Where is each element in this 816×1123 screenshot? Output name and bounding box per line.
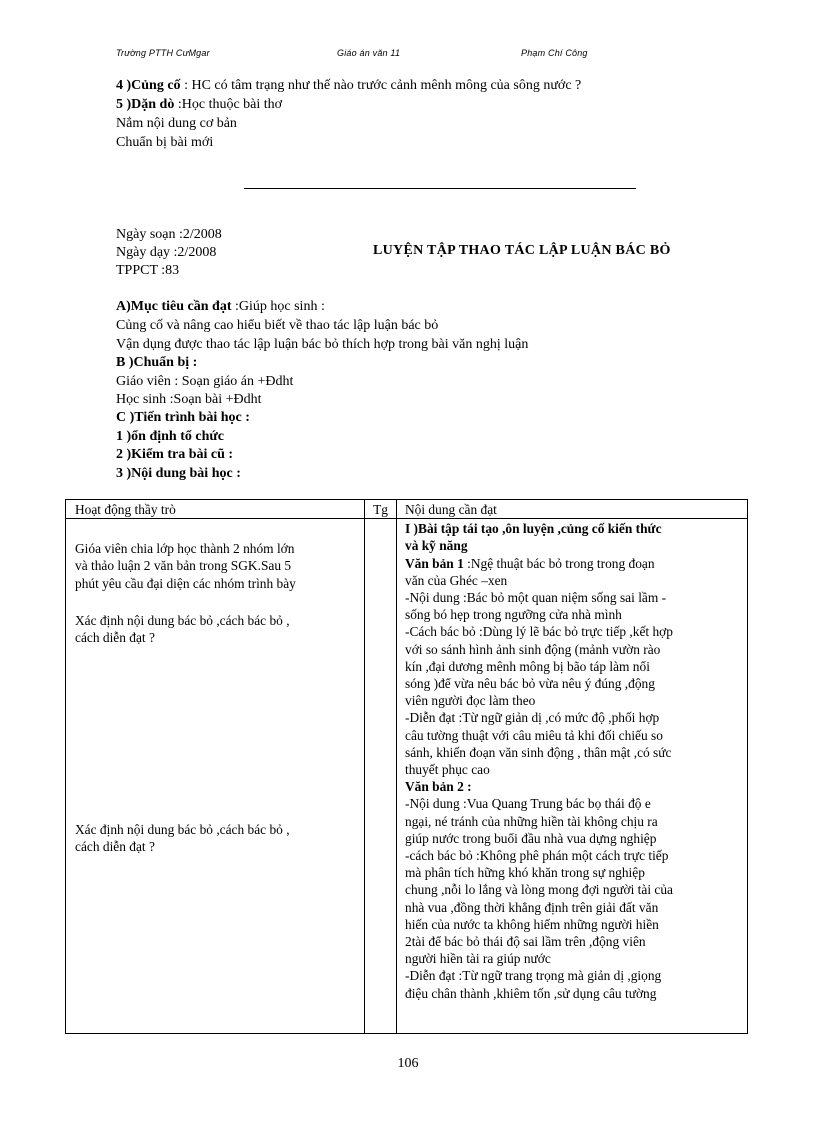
- vb2-l10: người hiền tài ra giúp nước: [405, 951, 551, 967]
- table-row: [66, 519, 748, 1034]
- tien-trinh-2: 2 )Kiểm tra bài cũ :: [116, 447, 234, 462]
- left-p3-l1: Xác định nội dung bác bỏ ,cách bác bỏ ,: [75, 822, 290, 838]
- tien-trinh-3: 3 )Nội dung bài học :: [116, 466, 241, 481]
- vb2-l6: chung ,nỗi lo lắng và lòng mong đợi người tài của: [405, 882, 673, 898]
- cung-co-line: [116, 77, 581, 95]
- ngay-soan: Ngày soạn :2/2008: [116, 227, 222, 242]
- vb2-l7: nhà vua ,đồng thời khẳng định trên giải đất văn: [405, 899, 659, 915]
- header-school: Trường PTTH CưMgar: [116, 48, 210, 58]
- header-tg: Tg: [373, 502, 388, 517]
- left-p2-l1: Xác định nội dung bác bỏ ,cách bác bỏ ,: [75, 612, 290, 628]
- header-teacher: Phạm Chí Công: [521, 48, 588, 58]
- muc-tieu-label: A)Mục tiêu cần đạt: [116, 299, 232, 314]
- vb1-l5: -Cách bác bỏ :Dùng lý lẽ bác bỏ trực tiếp ,kết hợp: [405, 624, 673, 640]
- left-p2-l2: cách diễn đạt ?: [75, 630, 155, 646]
- cung-co-label: 4 )Củng cố: [116, 78, 181, 93]
- vb2-l4: -cách bác bỏ :Không phê phán một cách trực tiếp: [405, 848, 669, 864]
- muc-tieu-text: :Giúp học sinh :: [231, 299, 325, 314]
- tien-trinh-1: 1 )ổn định tổ chức: [116, 429, 224, 444]
- vb1-l7: kín ,đại dương mênh mông bị bão táp làm nổi: [405, 658, 650, 674]
- lesson-table: [65, 499, 748, 1034]
- vb1-l11: câu tường thuật với câu miêu tả khi đối chiếu so: [405, 727, 663, 743]
- lesson-title: LUYỆN TẬP THAO TÁC LẬP LUẬN BÁC BỎ: [373, 243, 671, 258]
- divider-rule: [244, 188, 636, 189]
- header-noi-dung: Nội dung cần đạt: [405, 502, 497, 517]
- chuan-bi-bai-moi: Chuẩn bị bài mới: [116, 135, 214, 150]
- vb2-l9: 2tài để bác bỏ thái độ sai lầm trên ,động viên: [405, 934, 646, 950]
- vb1-l8: sóng )để vừa nêu bác bỏ vừa nêu ý đúng ,động: [405, 676, 655, 692]
- vb1-l3: -Nội dung :Bác bỏ một quan niệm sống sai lầm -: [405, 590, 667, 606]
- cung-co-text: : HC có tâm trạng như thế nào trước cảnh mênh mông của sông nước ?: [180, 78, 582, 93]
- nam-noi-dung: Nắm nội dung cơ bản: [116, 116, 237, 131]
- tien-trinh-heading: C )Tiến trình bài học :: [116, 410, 250, 425]
- left-p1-l2: và thảo luận 2 văn bản trong SGK.Sau 5: [75, 558, 292, 574]
- vb2-l3: giúp nước trong buổi đầu nhà vua dựng nghiệp: [405, 830, 657, 846]
- muc-tieu-2: Vận dụng được thao tác lập luận bác bỏ thích hợp trong bài văn nghị luận: [116, 337, 529, 352]
- left-p1-l3: phút yêu cầu đại diện các nhóm trình bày: [75, 575, 296, 591]
- muc-tieu-1: Củng cố và nâng cao hiểu biết về thao tác lập luận bác bỏ: [116, 318, 439, 333]
- chuan-bi-giao-vien: Giáo viên : Soạn giáo án +Đdht: [116, 374, 294, 389]
- left-column: [66, 519, 364, 855]
- tg-cell: [365, 519, 397, 1034]
- chuan-bi-heading: B )Chuẩn bị :: [116, 355, 198, 370]
- vb2-l1: -Nội dung :Vua Quang Trung bác bọ thái độ e: [405, 796, 651, 812]
- section-title-l2: và kỹ năng: [405, 538, 468, 554]
- vb1-rest: :Ngệ thuật bác bỏ trong trong đoạn: [463, 555, 655, 571]
- muc-tieu-line: [116, 298, 325, 316]
- header-subject: Giáo án văn 11: [337, 48, 401, 58]
- left-p1-l1: Gióa viên chia lớp học thành 2 nhóm lớn: [75, 541, 295, 557]
- vb1-l6: với so sánh hình ảnh sinh động (mảnh vườn rào: [405, 641, 661, 657]
- page-number: 106: [397, 1056, 419, 1071]
- vb2-l12: điệu chân thành ,khiêm tốn ,sử dụng câu tường: [405, 985, 657, 1001]
- tppct: TPPCT :83: [116, 263, 180, 278]
- vb1-label: Văn bản 1: [405, 555, 464, 571]
- section-title-l1: I )Bài tập tái tạo ,ôn luyện ,củng cố kiến thức: [405, 521, 662, 537]
- vb2-l2: ngại, né tránh của những hiền tài không chịu ra: [405, 813, 658, 829]
- vb1-l12: sánh, khiến đoạn văn sinh động , thân mật ,có sức: [405, 744, 672, 760]
- vb2-label: Văn bản 2 :: [405, 779, 472, 795]
- right-column: [397, 519, 747, 1002]
- left-p3-l2: cách diễn đạt ?: [75, 839, 155, 855]
- vb1-l10: -Diễn đạt :Từ ngữ giản dị ,có mức độ ,phối hợp: [405, 710, 660, 726]
- vb1-l4: sống bó hẹp trong ngưỡng cửa nhà mình: [405, 607, 622, 623]
- dan-do-text: :Học thuộc bài thơ: [174, 97, 283, 112]
- vb1-l2: văn của Ghéc –xen: [405, 572, 508, 588]
- vb1-l9: viên người đọc làm theo: [405, 693, 536, 709]
- dan-do-line: [116, 96, 282, 114]
- dan-do-label: 5 )Dặn dò: [116, 97, 175, 112]
- vb2-l5: mà phân tích hững khó khăn trong sự nghiệp: [405, 865, 645, 881]
- vb1-line: [405, 555, 741, 572]
- chuan-bi-hoc-sinh: Học sinh :Soạn bài +Đdht: [116, 392, 262, 407]
- header-hoat-dong: Hoạt động thầy trò: [75, 502, 176, 517]
- table-header-row: [66, 500, 748, 519]
- ngay-day: Ngày dạy :2/2008: [116, 245, 217, 260]
- vb2-l11: -Diễn đạt :Từ ngữ trang trọng mà giản dị ,giọng: [405, 968, 662, 984]
- vb1-l13: thuyết phục cao: [405, 762, 490, 778]
- vb2-l8: hiến của nước ta không hiếm những người hiền: [405, 916, 659, 932]
